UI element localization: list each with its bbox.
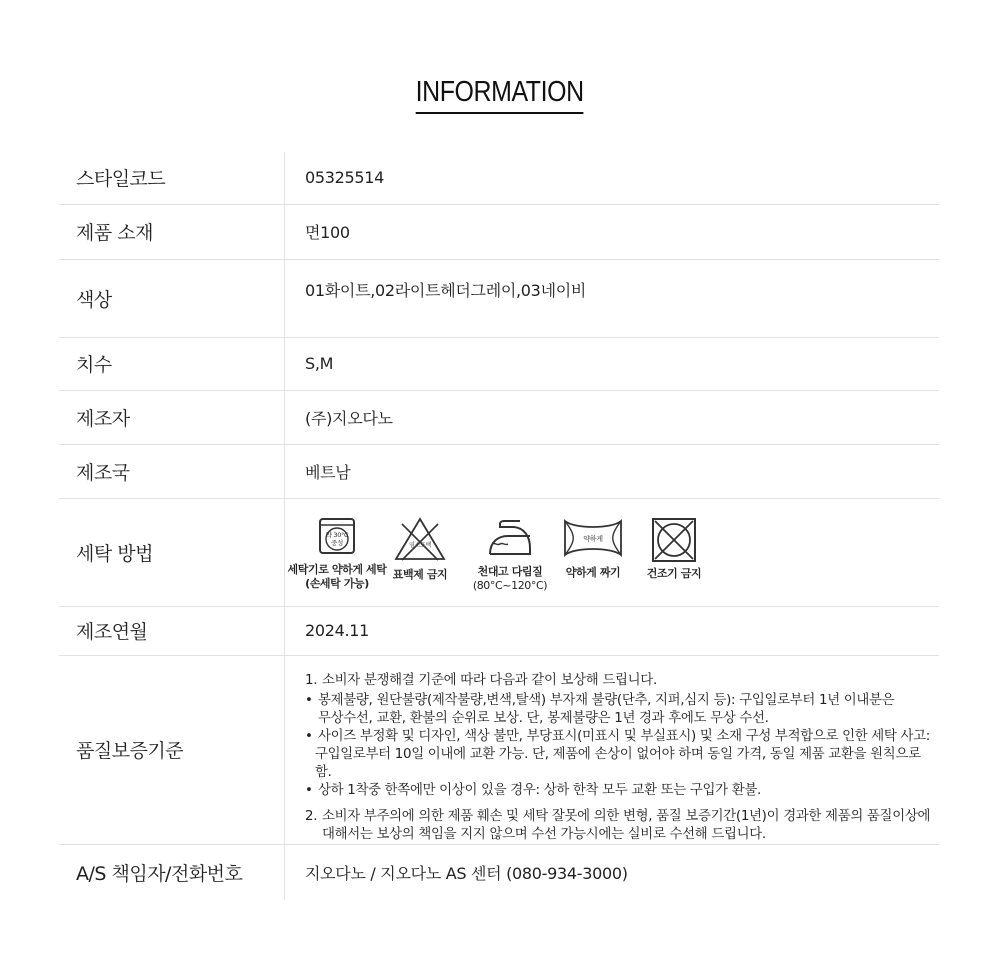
care-iron xyxy=(466,516,554,593)
warranty-bullet-1-line1: 봉제불량, 원단불량(제작불량,변색,탈색) 부자재 불량(단추, 지퍼,심지 등): 구입일로부터 1년 이내분은 xyxy=(318,692,895,708)
care-no-bleach xyxy=(388,516,452,582)
caption-no-bleach-1: 표백제 금지 xyxy=(392,567,448,581)
caption-machine-wash-1: 세탁기로 약하게 세탁 xyxy=(287,562,387,576)
washing-icons-cell xyxy=(285,498,940,606)
warranty-item-2-num: 2. xyxy=(305,808,318,824)
label-date: 제조연월 xyxy=(59,606,285,655)
row-washing xyxy=(59,498,939,606)
warranty-item-2-line2: 대해서는 보상의 책임을 지지 않으며 수선 가능시에는 실비로 수선해 드립니다. xyxy=(322,826,766,842)
no-bleach-icon xyxy=(393,516,447,562)
row-warranty xyxy=(59,655,939,844)
care-no-tumble xyxy=(634,516,714,581)
value-country: 베트남 xyxy=(285,444,940,498)
label-color: 색상 xyxy=(59,259,285,337)
bullet-dot: • xyxy=(305,782,313,798)
bullet-dot: • xyxy=(305,692,313,708)
caption-no-bleach xyxy=(393,568,448,582)
value-material: 면100 xyxy=(285,204,940,259)
machine-wash-detergent: 중성 xyxy=(331,538,343,547)
value-date: 2024.11 xyxy=(285,606,940,655)
label-size: 치수 xyxy=(59,337,285,390)
care-wring xyxy=(550,516,636,580)
value-style-code: 05325514 xyxy=(285,152,940,204)
warranty-bullet xyxy=(305,692,939,728)
caption-machine-wash-2: (손세탁 가능) xyxy=(305,576,369,590)
wring-gently-icon xyxy=(562,516,624,560)
care-icons xyxy=(285,516,939,593)
row-material xyxy=(59,204,939,259)
warranty-bullet xyxy=(305,782,939,800)
caption-iron xyxy=(473,565,547,593)
warranty-bullet-3-line1: 상하 1착중 한쪽에만 이상이 있을 경우: 상하 한착 모두 교환 또는 구입가 환불. xyxy=(318,782,761,798)
warranty-item-1-num: 1. xyxy=(305,672,318,688)
value-warranty xyxy=(285,655,940,844)
warranty-bullet-2-line2: 구입일로부터 10일 이내에 교환 가능. 단, 제품에 손상이 없어야 하며 동일 가격, 동일 제품 교환을 원칙으로 함. xyxy=(315,746,921,780)
caption-iron-2: (80°C~120°C) xyxy=(472,578,548,592)
label-style-code: 스타일코드 xyxy=(59,152,285,204)
warranty-bullet-body xyxy=(318,692,894,728)
value-manufacturer: (주)지오다노 xyxy=(285,390,940,444)
wring-inner: 약하게 xyxy=(583,534,603,543)
label-country: 제조국 xyxy=(59,444,285,498)
row-country xyxy=(59,444,939,498)
row-manufacturer xyxy=(59,390,939,444)
iron-icon xyxy=(486,516,534,560)
machine-wash-icon xyxy=(317,516,357,556)
bullet-dot: • xyxy=(305,728,313,744)
warranty-item-2 xyxy=(305,808,939,844)
row-date xyxy=(59,606,939,655)
machine-wash-temp: 약 30°C xyxy=(325,530,349,539)
title-wrap xyxy=(0,74,1000,114)
warranty-bullet-body xyxy=(315,728,939,782)
row-style-code xyxy=(59,152,939,204)
no-tumble-dry-icon xyxy=(650,516,698,564)
label-warranty: 품질보증기준 xyxy=(59,655,285,844)
page-title: INFORMATION xyxy=(416,74,584,114)
caption-no-tumble xyxy=(647,567,702,581)
warranty-bullet-body xyxy=(318,782,761,800)
row-as xyxy=(59,844,939,900)
value-color: 01화이트,02라이트헤더그레이,03네이비 xyxy=(285,259,940,337)
care-machine-wash xyxy=(282,516,392,591)
warranty-bullet xyxy=(305,728,939,782)
caption-wring-1: 약하게 짜기 xyxy=(565,565,621,579)
no-bleach-inner: 염소표백 xyxy=(409,541,431,549)
caption-wring xyxy=(566,566,621,580)
value-as: 지오다노 / 지오다노 AS 센터 (080-934-3000) xyxy=(305,863,628,883)
caption-iron-1: 천대고 다림질 xyxy=(477,564,543,578)
label-material: 제품 소재 xyxy=(59,204,285,259)
warranty-item-1 xyxy=(305,672,939,690)
warranty-item-2-body xyxy=(322,808,930,844)
label-washing: 세탁 방법 xyxy=(59,498,285,606)
warranty-bullet-1-line2: 무상수선, 교환, 환불의 순위로 보상. 단, 봉제불량은 1년 경과 후에도 무상 수선. xyxy=(318,710,769,726)
warranty-item-1-text: 소비자 분쟁해결 기준에 따라 다음과 같이 보상해 드립니다. xyxy=(322,672,657,688)
warranty-item-2-line1: 소비자 부주의에 의한 제품 훼손 및 세탁 잘못에 의한 변형, 품질 보증기간(1년)이 경과한 제품의 품질이상에 xyxy=(322,808,931,824)
row-color xyxy=(59,259,939,337)
info-table xyxy=(59,152,939,900)
warranty-text xyxy=(305,672,939,844)
value-size: S,M xyxy=(285,337,940,390)
label-as: A/S 책임자/전화번호 xyxy=(59,844,285,900)
row-size xyxy=(59,337,939,390)
caption-no-tumble-1: 건조기 금지 xyxy=(646,566,702,580)
caption-machine-wash xyxy=(288,563,387,591)
label-manufacturer: 제조자 xyxy=(59,390,285,444)
warranty-bullet-2-line1: 사이즈 부정확 및 디자인, 색상 불만, 부당표시(미표시 및 부실표시) 및 소재 구성 부적합으로 인한 세탁 사고: xyxy=(318,728,931,744)
